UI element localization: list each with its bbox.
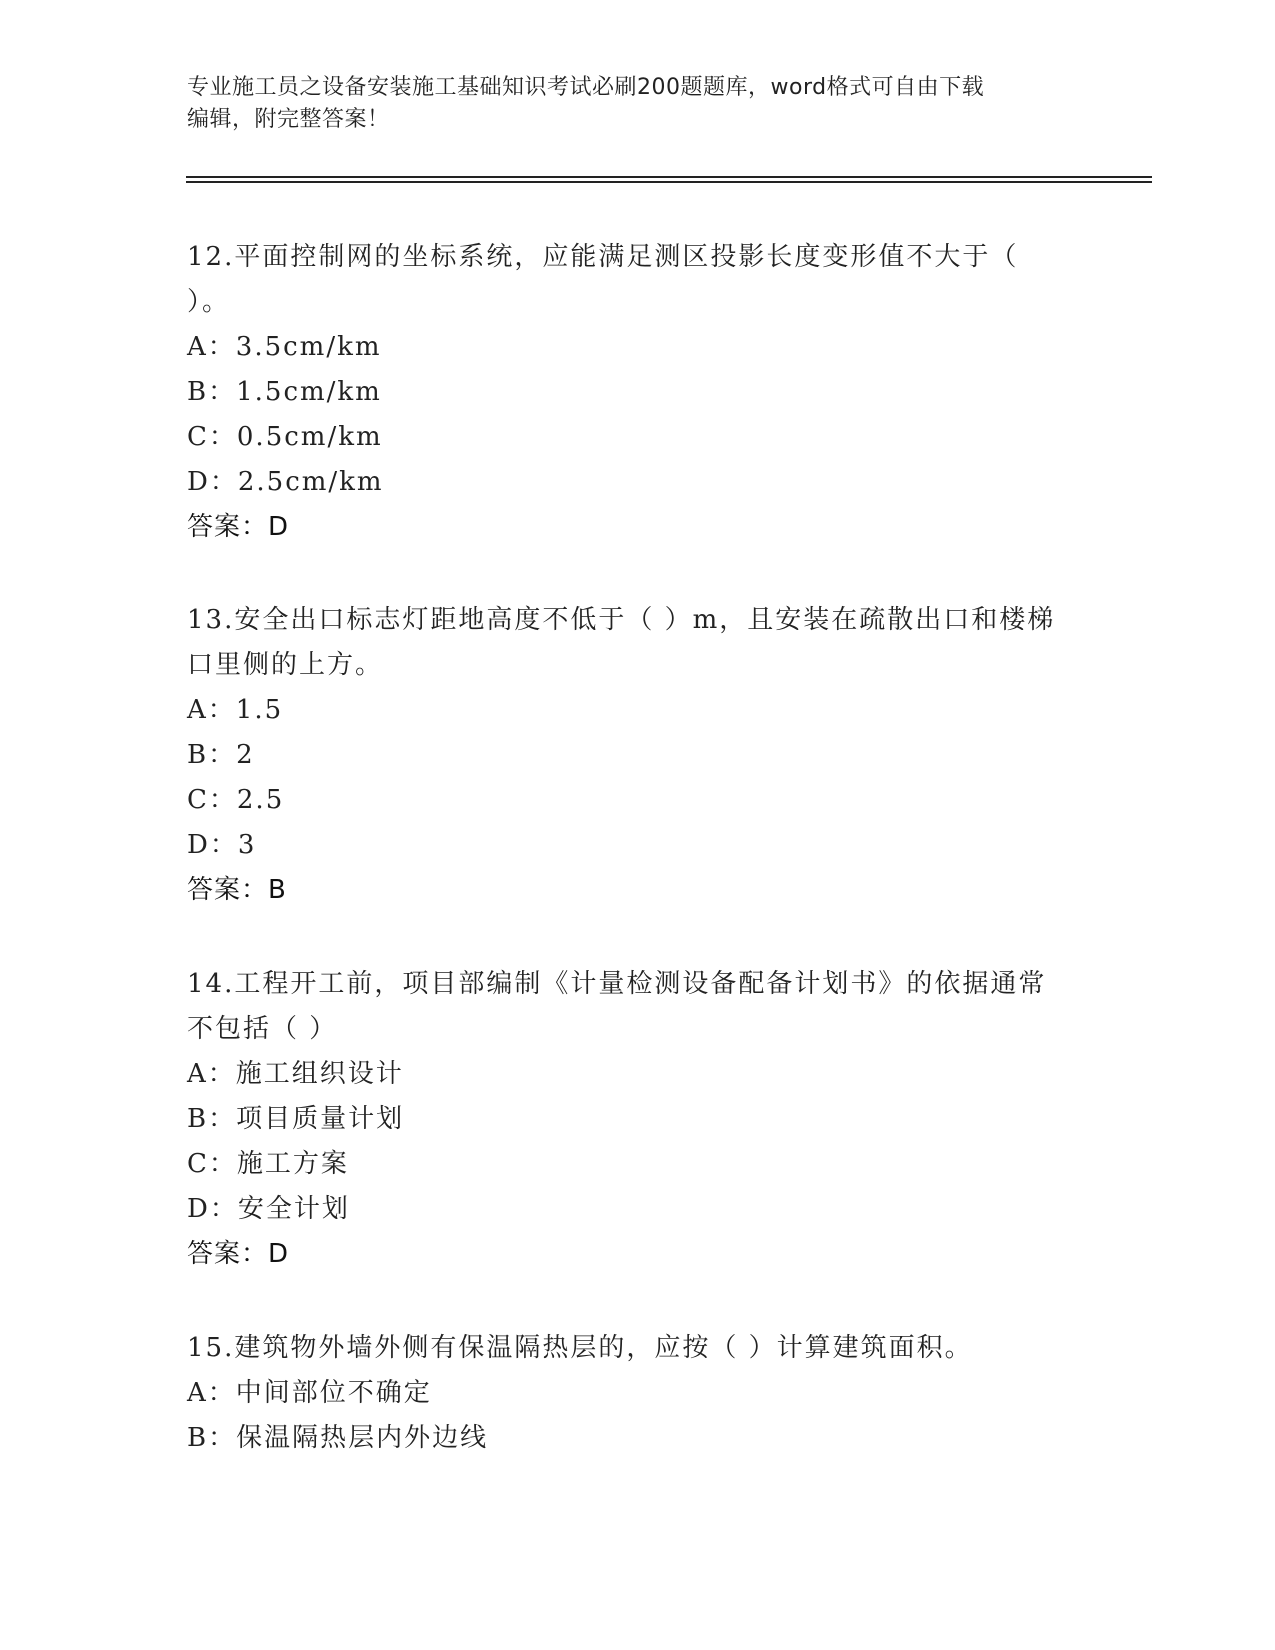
question-text-continued: ）。 (187, 287, 231, 317)
question-text: 14.工程开工前，项目部编制《计量检测设备配备计划书》的依据通常 (187, 969, 1047, 999)
option-d: D：2.5cm/km (187, 467, 384, 497)
option-b: B：1.5cm/km (187, 377, 382, 407)
option-a: A：1.5 (187, 695, 284, 725)
option-b: B：项目质量计划 (187, 1104, 405, 1134)
question-text: 13.安全出口标志灯距地高度不低于（ ）m，且安装在疏散出口和楼梯 (187, 605, 1056, 635)
question-text: 12.平面控制网的坐标系统，应能满足测区投影长度变形值不大于（ (187, 242, 1019, 272)
option-c: C：施工方案 (187, 1149, 349, 1179)
option-d: D：安全计划 (187, 1194, 350, 1224)
option-c: C：2.5 (187, 785, 285, 815)
question-13 (187, 598, 1077, 913)
header-line-1: 专业施工员之设备安装施工基础知识考试必刷200题题库，word格式可自由下载 (187, 75, 985, 100)
option-a: A：中间部位不确定 (187, 1378, 432, 1408)
answer: 答案：B (187, 875, 287, 905)
question-text-continued: 口里侧的上方。 (187, 650, 384, 680)
question-15 (187, 1326, 1077, 1461)
question-text-continued: 不包括（ ） (187, 1014, 338, 1044)
option-b: B：保温隔热层内外边线 (187, 1423, 489, 1453)
answer: 答案：D (187, 1239, 290, 1269)
header-divider-top (186, 176, 1152, 178)
question-text: 15.建筑物外墙外侧有保温隔热层的，应按（ ）计算建筑面积。 (187, 1333, 973, 1363)
question-14 (187, 962, 1077, 1277)
question-12 (187, 235, 1077, 550)
option-a: A：施工组织设计 (187, 1059, 404, 1089)
document-header (187, 72, 1067, 136)
answer: 答案：D (187, 512, 290, 542)
header-line-2: 编辑，附完整答案！ (187, 107, 390, 132)
header-divider-bottom (186, 181, 1152, 183)
option-c: C：0.5cm/km (187, 422, 383, 452)
option-a: A：3.5cm/km (187, 332, 382, 362)
option-d: D：3 (187, 830, 257, 860)
option-b: B：2 (187, 740, 255, 770)
